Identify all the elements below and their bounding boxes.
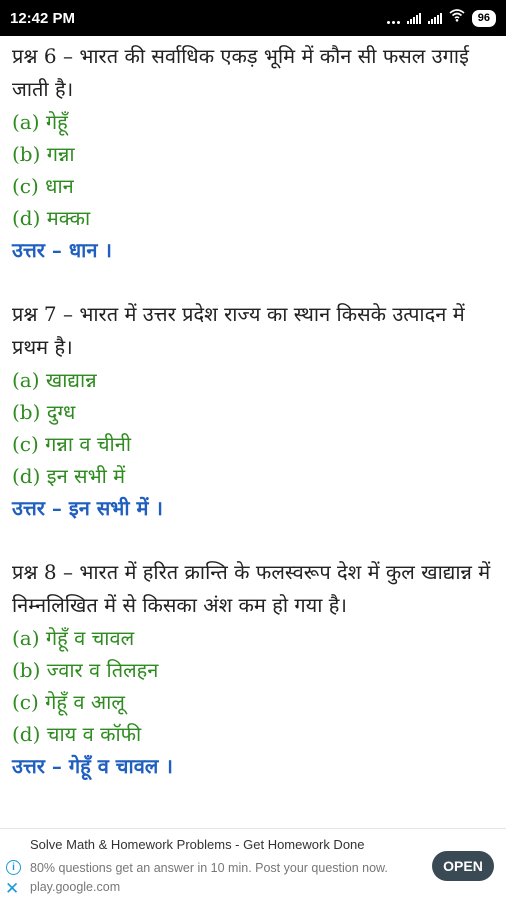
status-bar [0, 0, 506, 36]
option-a: (a) गेहूँ व चावल [12, 626, 135, 650]
option-a: (a) गेहूँ [12, 110, 68, 134]
question-block [12, 40, 494, 266]
signal-icon [407, 12, 421, 24]
option-b: (b) गन्ना [12, 142, 75, 166]
question-text: प्रश्न 7 – भारत में उत्तर प्रदेश राज्य का स्थान किसके उत्पादन में प्रथम है। [12, 302, 465, 359]
question-block [12, 298, 494, 524]
option-d: (d) मक्का [12, 206, 91, 230]
ad-description: 80% questions get an answer in 10 min. Post your question now. play.google.com [30, 861, 388, 894]
option-a: (a) खाद्यान्न [12, 368, 97, 392]
battery-icon: 96 [472, 10, 496, 27]
open-button[interactable]: OPEN [432, 851, 494, 881]
ad-title[interactable]: Solve Math & Homework Problems - Get Homework Done [30, 837, 365, 852]
option-d: (d) चाय व कॉफी [12, 722, 142, 746]
status-time: 12:42 PM [10, 9, 76, 27]
answer-text: उत्तर – धान । [12, 238, 113, 262]
more-dots-icon [387, 12, 400, 24]
answer-text: उत्तर – गेहूँ व चावल । [12, 754, 173, 778]
article-content [0, 36, 506, 826]
option-b: (b) ज्वार व तिलहन [12, 658, 159, 682]
info-icon[interactable]: i [6, 860, 21, 875]
answer-text: उत्तर – इन सभी में । [12, 496, 163, 520]
option-d: (d) इन सभी में [12, 464, 126, 488]
question-block [12, 556, 494, 782]
signal-icon [428, 12, 442, 24]
ad-banner[interactable] [0, 828, 506, 901]
close-icon[interactable]: ✕ [5, 879, 20, 898]
option-b: (b) दुग्ध [12, 400, 76, 424]
question-text: प्रश्न 6 – भारत की सर्वाधिक एकड़ भूमि में कौन सी फसल उगाई जाती है। [12, 44, 469, 101]
question-text: प्रश्न 8 – भारत में हरित क्रान्ति के फलस्वरूप देश में कुल खाद्यान्न में निम्नलिखित में से किसका अंश कम हो गया है। [12, 560, 491, 617]
option-c: (c) गन्ना व चीनी [12, 432, 131, 456]
option-c: (c) धान [12, 174, 74, 198]
wifi-icon [449, 9, 465, 27]
status-icons [387, 9, 496, 27]
option-c: (c) गेहूँ व आलू [12, 690, 125, 714]
